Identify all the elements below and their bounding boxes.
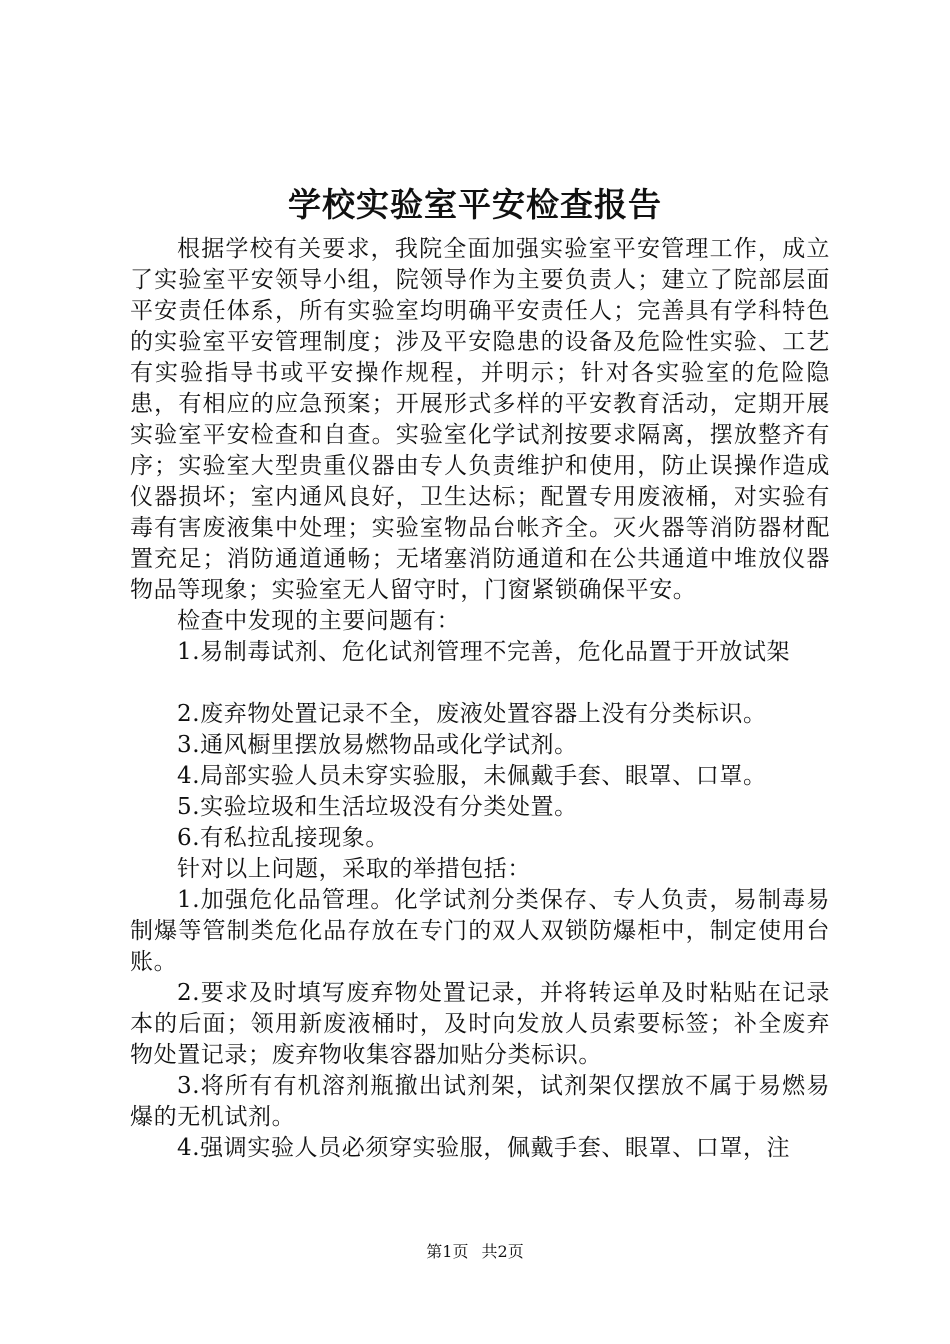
problem-item: 4.局部实验人员未穿实验服，未佩戴手套、眼罩、口罩。 xyxy=(177,763,767,789)
problem-item: 5.实验垃圾和生活垃圾没有分类处置。 xyxy=(177,794,578,820)
problem-item: 3.通风橱里摆放易燃物品或化学试剂。 xyxy=(177,732,578,758)
problems-heading: 检查中发现的主要问题有： xyxy=(177,608,461,634)
measure-item: 3.将所有有机溶剂瓶撤出试剂架，试剂架仅摆放不属于易燃易爆的无机试剂。 xyxy=(130,1073,830,1130)
document-body xyxy=(130,234,830,1164)
page-footer xyxy=(0,1240,950,1264)
problem-item: 6.有私拉乱接现象。 xyxy=(177,825,389,851)
measures-heading: 针对以上问题，采取的举措包括： xyxy=(177,856,531,882)
problem-item: 2.废弃物处置记录不全，废液处置容器上没有分类标识。 xyxy=(177,701,767,727)
intro-paragraph: 根据学校有关要求，我院全面加强实验室平安管理工作，成立了实验室平安领导小组，院领导作为主要负责人；建立了院部层面平安责任体系，所有实验室均明确平安责任人；完善具有学科特色的实验室平安管理制度；涉及平安隐患的设备及危险性实验、工艺有实验指导书或平安操作规程，并明示；针对各实验室的危险隐患，有相应的应急预案；开展形式多样的平安教育活动，定期开展实验室平安检查和自查。实验室化学试剂按要求隔离，摆放整齐有序；实验室大型贵重仪器由专人负责维护和使用，防止误操作造成仪器损坏；室内通风良好，卫生达标；配置专用废液桶，对实验有毒有害废液集中处理；实验室物品台帐齐全。灭火器等消防器材配置充足；消防通道通畅；无堵塞消防通道和在公共通道中堆放仪器物品等现象；实验室无人留守时，门窗紧锁确保平安。 xyxy=(130,236,830,603)
page-total: 共2页 xyxy=(481,1242,524,1261)
problem-item: 1.易制毒试剂、危化试剂管理不完善，危化品置于开放试架 xyxy=(177,639,791,665)
document-title: 学校实验室平安检查报告 xyxy=(288,185,662,224)
measure-item: 2.要求及时填写废弃物处置记录，并将转运单及时粘贴在记录本的后面；领用新废液桶时，及时向发放人员索要标签；补全废弃物处置记录；废弃物收集容器加贴分类标识。 xyxy=(130,980,830,1068)
measure-item: 1.加强危化品管理。化学试剂分类保存、专人负责，易制毒易制爆等管制类危化品存放在专门的双人双锁防爆柜中，制定使用台账。 xyxy=(130,887,830,975)
page-number: 第1页 xyxy=(426,1242,469,1261)
measure-item: 4.强调实验人员必须穿实验服，佩戴手套、眼罩、口罩，注 xyxy=(177,1135,791,1161)
